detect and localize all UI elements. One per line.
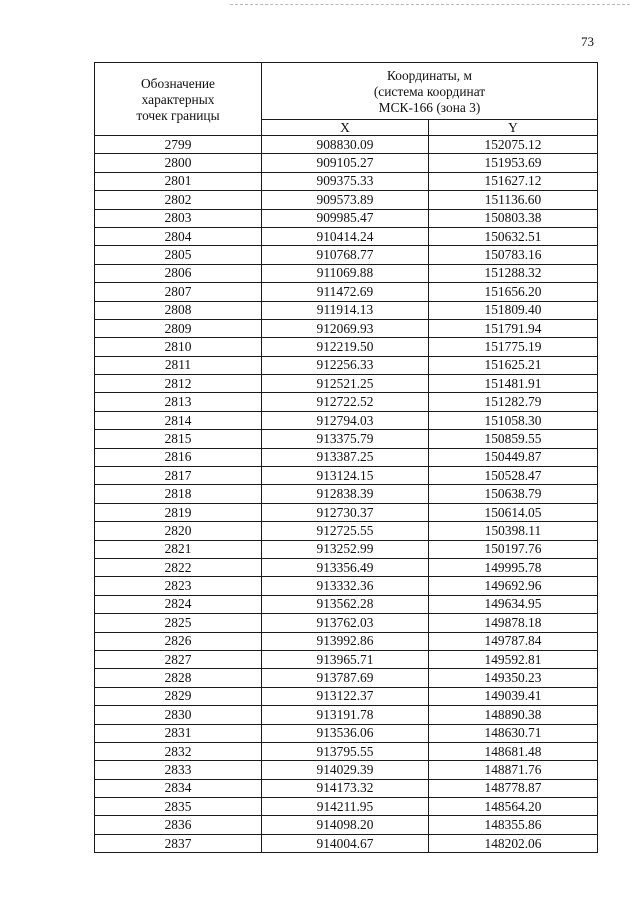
x-coordinate-cell: 913124.15 [262, 467, 429, 485]
x-coordinate-cell: 911069.88 [262, 264, 429, 282]
point-cell: 2811 [95, 356, 262, 374]
y-coordinate-cell: 151282.79 [429, 393, 598, 411]
top-scan-rule [230, 4, 630, 5]
table-row [95, 779, 598, 797]
point-cell: 2835 [95, 798, 262, 816]
table-row [95, 816, 598, 834]
y-coordinate-cell: 148778.87 [429, 779, 598, 797]
y-coordinate-cell: 150783.16 [429, 246, 598, 264]
x-coordinate-cell: 913536.06 [262, 724, 429, 742]
x-coordinate-cell: 909375.33 [262, 172, 429, 190]
y-coordinate-cell: 148681.48 [429, 742, 598, 760]
table-row [95, 632, 598, 650]
x-coordinate-cell: 913332.36 [262, 577, 429, 595]
table-header-row [95, 63, 598, 120]
y-coordinate-cell: 151809.40 [429, 301, 598, 319]
point-cell: 2830 [95, 706, 262, 724]
coords-header-line: Координаты, м [387, 68, 472, 83]
point-cell: 2800 [95, 154, 262, 172]
y-coordinate-cell: 151288.32 [429, 264, 598, 282]
point-cell: 2807 [95, 283, 262, 301]
table-row [95, 154, 598, 172]
x-coordinate-cell: 913375.79 [262, 430, 429, 448]
y-coordinate-cell: 150449.87 [429, 448, 598, 466]
point-cell: 2832 [95, 742, 262, 760]
point-cell: 2822 [95, 558, 262, 576]
table-row [95, 393, 598, 411]
x-coordinate-cell: 913562.28 [262, 595, 429, 613]
y-coordinate-cell: 149878.18 [429, 614, 598, 632]
point-cell: 2829 [95, 687, 262, 705]
table-row [95, 503, 598, 521]
table-row [95, 485, 598, 503]
coordinates-column-header [262, 63, 598, 120]
table-row [95, 577, 598, 595]
y-coordinate-cell: 148630.71 [429, 724, 598, 742]
table-row [95, 558, 598, 576]
table-row [95, 540, 598, 558]
y-coordinate-cell: 151481.91 [429, 375, 598, 393]
y-coordinate-cell: 151775.19 [429, 338, 598, 356]
y-coordinate-cell: 149995.78 [429, 558, 598, 576]
y-coordinate-cell: 149039.41 [429, 687, 598, 705]
x-coordinate-cell: 914004.67 [262, 834, 429, 852]
y-coordinate-cell: 151136.60 [429, 191, 598, 209]
table-row [95, 430, 598, 448]
point-cell: 2837 [95, 834, 262, 852]
point-cell: 2831 [95, 724, 262, 742]
point-cell: 2815 [95, 430, 262, 448]
x-coordinate-cell: 913356.49 [262, 558, 429, 576]
y-coordinate-cell: 150398.11 [429, 522, 598, 540]
point-cell: 2799 [95, 136, 262, 154]
table-row [95, 834, 598, 852]
table-row [95, 669, 598, 687]
x-coordinate-cell: 913122.37 [262, 687, 429, 705]
point-cell: 2805 [95, 246, 262, 264]
x-coordinate-cell: 913762.03 [262, 614, 429, 632]
table-row [95, 246, 598, 264]
x-coordinate-cell: 913992.86 [262, 632, 429, 650]
table-row [95, 191, 598, 209]
point-cell: 2813 [95, 393, 262, 411]
table-row [95, 264, 598, 282]
table-row [95, 724, 598, 742]
table-row [95, 136, 598, 154]
point-cell: 2809 [95, 319, 262, 337]
y-coordinate-cell: 152075.12 [429, 136, 598, 154]
table-row [95, 172, 598, 190]
x-coordinate-cell: 912256.33 [262, 356, 429, 374]
point-cell: 2802 [95, 191, 262, 209]
point-cell: 2827 [95, 650, 262, 668]
x-coordinate-cell: 913252.99 [262, 540, 429, 558]
table-row [95, 375, 598, 393]
table-row [95, 227, 598, 245]
y-coordinate-cell: 150197.76 [429, 540, 598, 558]
point-cell: 2834 [95, 779, 262, 797]
y-coordinate-cell: 151058.30 [429, 411, 598, 429]
point-cell: 2826 [95, 632, 262, 650]
point-cell: 2803 [95, 209, 262, 227]
point-cell: 2828 [95, 669, 262, 687]
coordinates-table [94, 62, 598, 853]
y-coordinate-cell: 150614.05 [429, 503, 598, 521]
y-coordinate-cell: 151791.94 [429, 319, 598, 337]
x-coordinate-cell: 912219.50 [262, 338, 429, 356]
x-coordinate-cell: 912722.52 [262, 393, 429, 411]
x-coordinate-cell: 914211.95 [262, 798, 429, 816]
y-coordinate-cell: 148355.86 [429, 816, 598, 834]
point-header-line: характерных [141, 92, 215, 107]
x-coordinate-cell: 910414.24 [262, 227, 429, 245]
coords-header-line: (система координат [373, 84, 486, 99]
y-coordinate-cell: 149592.81 [429, 650, 598, 668]
x-coordinate-cell: 909573.89 [262, 191, 429, 209]
x-coordinate-cell: 912730.37 [262, 503, 429, 521]
point-cell: 2833 [95, 761, 262, 779]
x-coordinate-cell: 909105.27 [262, 154, 429, 172]
point-cell: 2817 [95, 467, 262, 485]
point-cell: 2823 [95, 577, 262, 595]
x-coordinate-cell: 911472.69 [262, 283, 429, 301]
y-coordinate-cell: 148202.06 [429, 834, 598, 852]
table-row [95, 761, 598, 779]
point-cell: 2806 [95, 264, 262, 282]
y-coordinate-cell: 149350.23 [429, 669, 598, 687]
x-coordinate-cell: 913795.55 [262, 742, 429, 760]
point-cell: 2821 [95, 540, 262, 558]
table-row [95, 650, 598, 668]
x-coordinate-cell: 914173.32 [262, 779, 429, 797]
y-coordinate-cell: 148890.38 [429, 706, 598, 724]
table-row [95, 338, 598, 356]
point-cell: 2812 [95, 375, 262, 393]
page-number: 73 [581, 34, 594, 49]
y-coordinate-cell: 148871.76 [429, 761, 598, 779]
table-row [95, 614, 598, 632]
x-column-header: X [262, 120, 429, 136]
y-column-header: Y [429, 120, 598, 136]
point-cell: 2814 [95, 411, 262, 429]
y-coordinate-cell: 150803.38 [429, 209, 598, 227]
table-row [95, 356, 598, 374]
x-coordinate-cell: 913387.25 [262, 448, 429, 466]
table-row [95, 595, 598, 613]
x-coordinate-cell: 912794.03 [262, 411, 429, 429]
y-coordinate-cell: 151627.12 [429, 172, 598, 190]
x-coordinate-cell: 914029.39 [262, 761, 429, 779]
point-header-line: Обозначение [141, 76, 215, 91]
point-cell: 2816 [95, 448, 262, 466]
point-cell: 2819 [95, 503, 262, 521]
table-row [95, 467, 598, 485]
point-cell: 2801 [95, 172, 262, 190]
coordinates-table-body [95, 136, 598, 853]
y-coordinate-cell: 149692.96 [429, 577, 598, 595]
table-row [95, 798, 598, 816]
table-row [95, 411, 598, 429]
y-coordinate-cell: 151656.20 [429, 283, 598, 301]
x-coordinate-cell: 913191.78 [262, 706, 429, 724]
x-coordinate-cell: 914098.20 [262, 816, 429, 834]
point-cell: 2804 [95, 227, 262, 245]
table-row [95, 283, 598, 301]
x-coordinate-cell: 913787.69 [262, 669, 429, 687]
point-cell: 2824 [95, 595, 262, 613]
point-cell: 2836 [95, 816, 262, 834]
x-coordinate-cell: 912069.93 [262, 319, 429, 337]
x-coordinate-cell: 908830.09 [262, 136, 429, 154]
x-coordinate-cell: 912725.55 [262, 522, 429, 540]
y-coordinate-cell: 151953.69 [429, 154, 598, 172]
x-coordinate-cell: 912521.25 [262, 375, 429, 393]
coords-header-line: МСК-166 (зона 3) [378, 100, 481, 115]
x-coordinate-cell: 909985.47 [262, 209, 429, 227]
y-coordinate-cell: 150632.51 [429, 227, 598, 245]
y-coordinate-cell: 149787.84 [429, 632, 598, 650]
table-row [95, 687, 598, 705]
y-coordinate-cell: 150528.47 [429, 467, 598, 485]
x-coordinate-cell: 913965.71 [262, 650, 429, 668]
point-column-header [95, 63, 262, 136]
point-cell: 2810 [95, 338, 262, 356]
point-cell: 2818 [95, 485, 262, 503]
x-coordinate-cell: 911914.13 [262, 301, 429, 319]
x-coordinate-cell: 910768.77 [262, 246, 429, 264]
y-coordinate-cell: 148564.20 [429, 798, 598, 816]
point-cell: 2808 [95, 301, 262, 319]
x-coordinate-cell: 912838.39 [262, 485, 429, 503]
table-row [95, 706, 598, 724]
table-row [95, 742, 598, 760]
table-row [95, 448, 598, 466]
table-row [95, 301, 598, 319]
point-cell: 2825 [95, 614, 262, 632]
y-coordinate-cell: 151625.21 [429, 356, 598, 374]
point-header-line: точек границы [136, 108, 220, 123]
y-coordinate-cell: 150638.79 [429, 485, 598, 503]
table-row [95, 522, 598, 540]
y-coordinate-cell: 150859.55 [429, 430, 598, 448]
point-cell: 2820 [95, 522, 262, 540]
table-row [95, 209, 598, 227]
y-coordinate-cell: 149634.95 [429, 595, 598, 613]
table-row [95, 319, 598, 337]
